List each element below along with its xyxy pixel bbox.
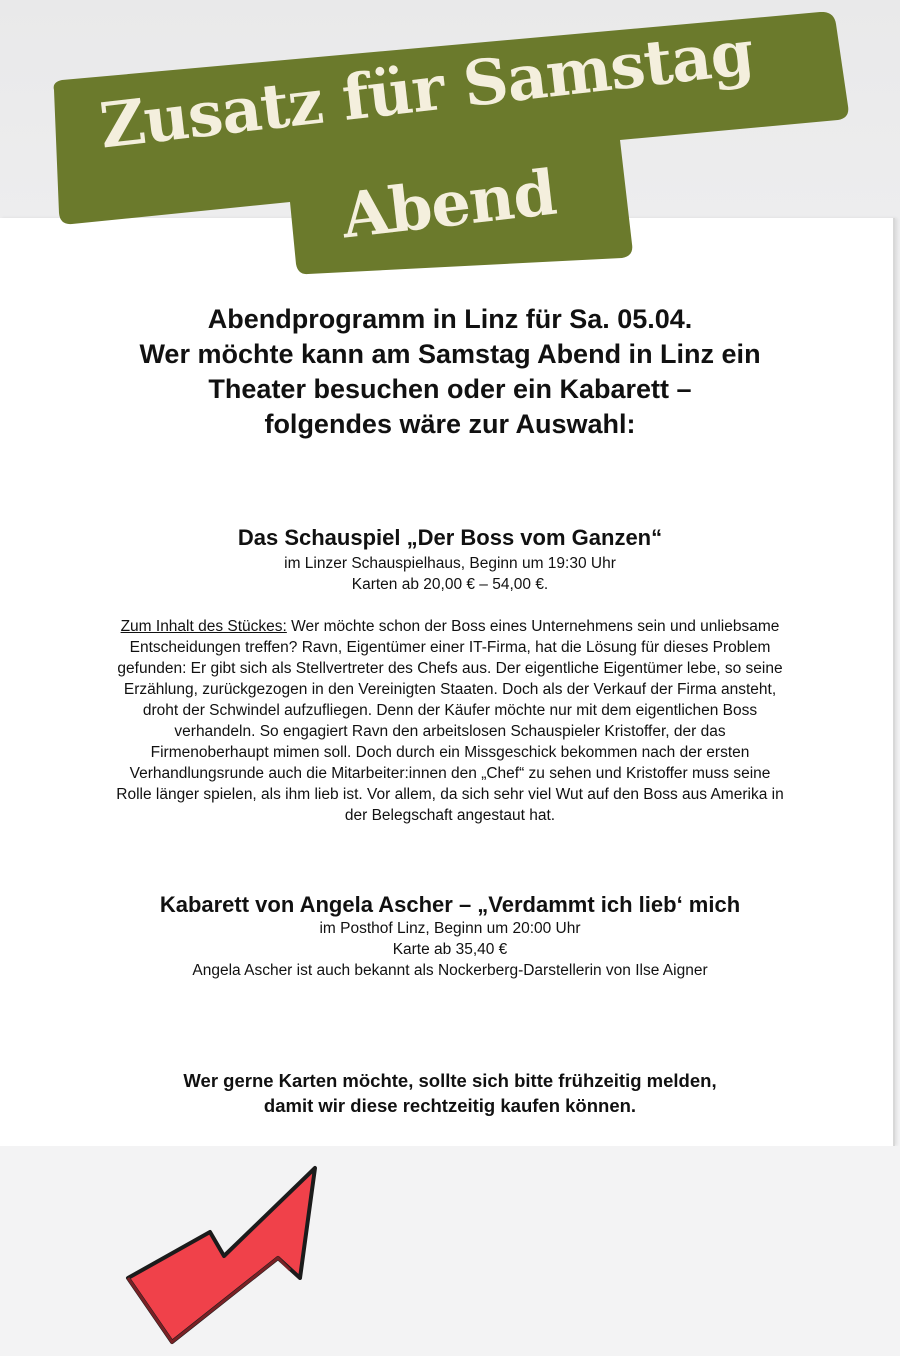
heading-line: Abendprogramm in Linz für Sa. 05.04. <box>207 304 693 334</box>
play-details <box>0 553 900 595</box>
title-banner <box>50 12 850 277</box>
summary-line: Rolle länger spielen, als ihm lieb ist. Vor allem, da sich sehr viel Wut auf den Boss aus Amerika in <box>116 786 784 803</box>
summary-line: Verhandlungsrunde auch die Mitarbeiter:innen den „Chef“ zu sehen und Kristoffer muss seine <box>129 765 771 782</box>
cabaret-title: Kabarett von Angela Ascher – „Verdammt ich lieb‘ mich <box>159 892 741 917</box>
play-venue: im Linzer Schauspielhaus, Beginn um 19:30 Uhr <box>284 555 616 572</box>
summary-line: der Belegschaft angestaut hat. <box>344 807 556 824</box>
summary-line: Erzählung, zurückgezogen in den Vereinigten Staaten. Doch als der Verkauf der Firma ansteht, <box>123 681 777 698</box>
red-arrow-icon <box>120 1160 330 1355</box>
cabaret-price: Karte ab 35,40 € <box>392 941 508 958</box>
summary-line: droht der Schwindel aufzufliegen. Denn der Käufer möchte nur mit dem eigentlichen Boss <box>142 702 758 719</box>
summary-line: gefunden: Er gibt sich als Stellvertreter des Chefs aus. Der eigentliche Eigentümer lebe, so seine <box>117 660 783 677</box>
summary-line: verhandeln. So engagiert Ravn den arbeitslosen Schauspieler Kristoffer, der das <box>174 723 726 740</box>
cabaret-details <box>0 918 900 981</box>
summary-line <box>50 616 850 637</box>
arrow-shape <box>128 1168 315 1342</box>
heading-line: folgendes wäre zur Auswahl: <box>264 409 636 439</box>
heading-line: Wer möchte kann am Samstag Abend in Linz ein <box>139 339 761 369</box>
play-price: Karten ab 20,00 € – 54,00 €. <box>351 576 549 593</box>
banner-title-line2: Abend <box>338 155 560 253</box>
banner-title-line1: Zusatz für Samstag <box>96 15 757 163</box>
play-summary <box>50 616 850 826</box>
summary-label: Zum Inhalt des Stückes: <box>120 618 287 635</box>
heading-line: Theater besuchen oder ein Kabarett – <box>208 374 692 404</box>
cabaret-note: Angela Ascher ist auch bekannt als Nockerberg-Darstellerin von Ilse Aigner <box>192 962 708 979</box>
closing-line: Wer gerne Karten möchte, sollte sich bitte frühzeitig melden, <box>183 1070 717 1091</box>
program-heading <box>0 302 900 442</box>
closing-line: damit wir diese rechtzeitig kaufen können. <box>263 1095 637 1116</box>
summary-line: Entscheidungen treffen? Ravn, Eigentümer einer IT-Firma, hat die Lösung für dieses Problem <box>129 639 771 656</box>
closing-note <box>0 1068 900 1118</box>
play-title: Das Schauspiel „Der Boss vom Ganzen“ <box>237 525 663 550</box>
cabaret-venue: im Posthof Linz, Beginn um 20:00 Uhr <box>319 920 581 937</box>
summary-text: Wer möchte schon der Boss eines Unternehmens sein und unliebsame <box>286 618 780 635</box>
summary-line: Firmenoberhaupt mimen soll. Doch durch ein Missgeschick bekommen nach der ersten <box>150 744 750 761</box>
